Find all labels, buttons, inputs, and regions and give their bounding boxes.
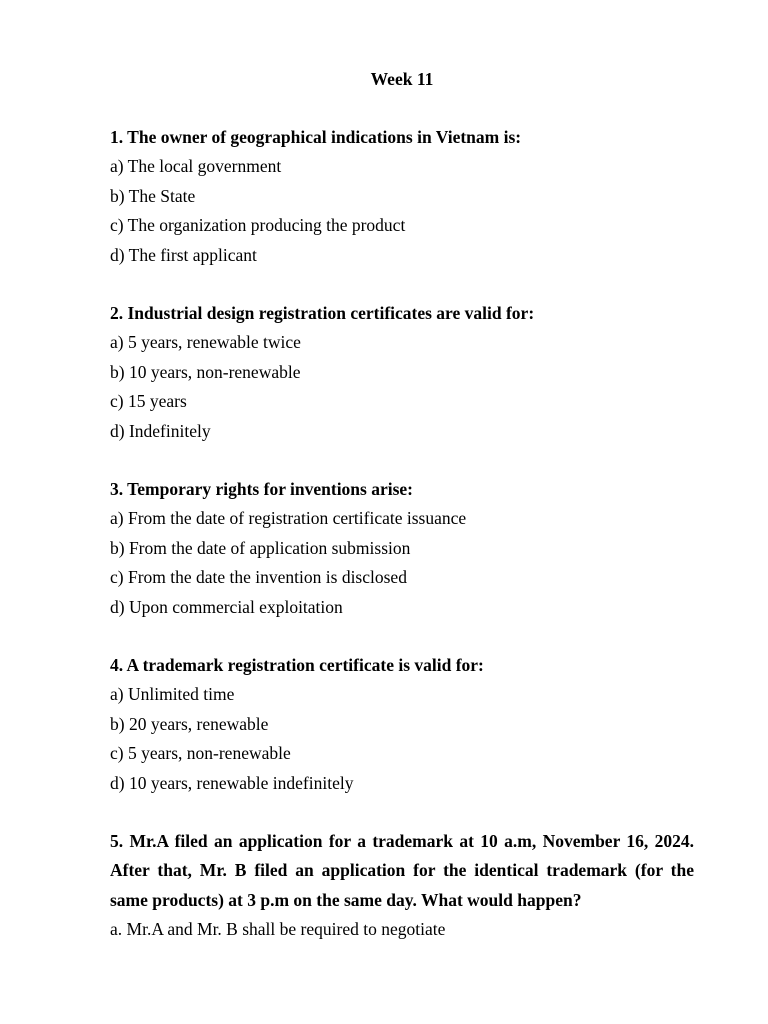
question-text: 3. Temporary rights for inventions arise: [110,479,414,499]
question-2 [110,299,694,446]
question-3 [110,475,694,622]
answer-option-d: d) Indefinitely [110,420,211,441]
answer-option-b: b) 20 years, renewable [110,713,269,734]
answer-option-d: d) The first applicant [110,244,257,265]
answer-option-d: d) Upon commercial exploitation [110,596,343,617]
answer-option-a: a) 5 years, renewable twice [110,332,301,353]
answer-option-c: c) 5 years, non-renewable [110,743,291,764]
question-1 [110,123,694,270]
question-5 [110,827,694,945]
answer-option-a: a) The local government [110,156,282,177]
answer-option-b: b) 10 years, non-renewable [110,361,301,382]
question-text: 2. Industrial design registration certificates are valid for: [110,303,535,323]
answer-option-b: b) From the date of application submission [110,537,411,558]
answer-option-a: a) Unlimited time [110,684,235,705]
answer-option-c: c) From the date the invention is disclosed [110,567,407,588]
answer-option-c: c) 15 years [110,391,187,412]
question-text: 5. Mr.A filed an application for a trademark at 10 a.m, November 16, 2024. After that, Mr. B filed an application for the identical trademark (for the same products) at 3 p.m on the same day. What would happen? [110,831,694,910]
question-4 [110,651,694,798]
answer-option-a: a. Mr.A and Mr. B shall be required to negotiate [110,919,446,940]
answer-option-d: d) 10 years, renewable indefinitely [110,772,354,793]
question-text: 1. The owner of geographical indications in Vietnam is: [110,127,522,147]
question-text: 4. A trademark registration certificate is valid for: [110,655,484,675]
answer-option-c: c) The organization producing the product [110,215,406,236]
page-title: Week 11 [370,69,434,89]
answer-option-b: b) The State [110,185,196,206]
answer-option-a: a) From the date of registration certificate issuance [110,508,467,529]
